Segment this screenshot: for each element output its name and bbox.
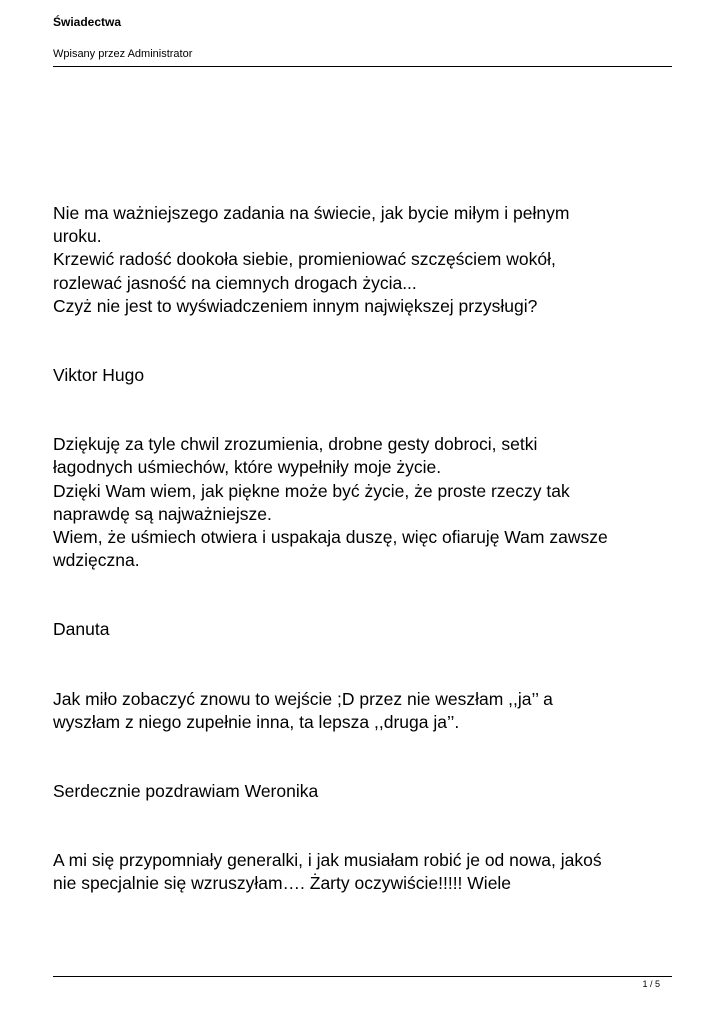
text-line: Jak miło zobaczyć znowu to wejście ;D przez nie weszłam ,,ja’’ a (53, 688, 553, 709)
quote-author: Viktor Hugo (53, 365, 145, 386)
text-line: Nie ma ważniejszego zadania na świecie, jak bycie miłym i pełnym (53, 203, 570, 223)
text-line: A mi się przypomniały generalki, i jak musiałam robić je od nowa, jakoś (53, 850, 602, 871)
text-line: wyszłam z niego zupełnie inna, ta lepsza ,,druga ja’’. (53, 711, 460, 732)
page-footer (53, 976, 672, 989)
quote-paragraph (53, 202, 678, 318)
testimonial-paragraph (53, 849, 678, 895)
author-line: Wpisany przez Administrator (53, 48, 193, 60)
testimonial-author: Danuta (53, 619, 110, 640)
page-header (53, 14, 672, 67)
text-line: Dzięki Wam wiem, jak piękne może być życie, że proste rzeczy tak (53, 480, 570, 501)
page-number: 1 / 5 (642, 979, 660, 989)
text-line: Czyż nie jest to wyświadczeniem innym największej przysługi? (53, 295, 538, 316)
text-line: wdzięczna. (53, 550, 140, 571)
text-line: łagodnych uśmiechów, które wypełniły moje życie. (53, 457, 442, 478)
text-line: naprawdę są najważniejsze. (53, 503, 272, 524)
page-title: Świadectwa (53, 15, 122, 29)
text-line: nie specjalnie się wzruszyłam…. Żarty oczywiście!!!!! Wiele (53, 873, 512, 894)
article-content (53, 202, 678, 942)
text-line: rozlewać jasność na ciemnych drogach życia... (53, 272, 417, 293)
text-line: uroku. (53, 226, 102, 247)
testimonial-paragraph (53, 433, 678, 572)
text-line: Dziękuję za tyle chwil zrozumienia, drobne gesty dobroci, setki (53, 434, 538, 455)
testimonial-paragraph (53, 688, 678, 734)
text-line: Wiem, że uśmiech otwiera i uspakaja duszę, więc ofiaruję Wam zawsze (53, 527, 608, 548)
text-line: Krzewić radość dookoła siebie, promieniować szczęściem wokół, (53, 249, 556, 270)
testimonial-author: Serdecznie pozdrawiam Weronika (53, 781, 319, 802)
